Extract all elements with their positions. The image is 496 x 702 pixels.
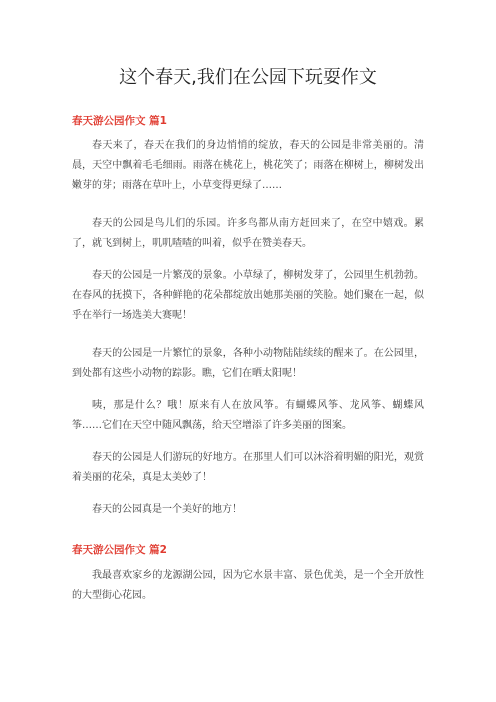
paragraph: 春天来了，春天在我们的身边悄悄的绽放，春天的公园是非常美丽的。清晨，天空中飘着毛毛细雨。雨落在桃花上，桃花笑了；雨落在柳树上，柳树发出嫩芽的芽；雨落在草叶上，小草变得更绿了…… xyxy=(72,140,424,191)
page-title: 这个春天,我们在公园下玩耍作文 xyxy=(119,67,377,88)
paragraph: 春天的公园真是一个美好的地方！ xyxy=(92,504,242,515)
paragraph: 春天的公园是鸟儿们的乐园。许多鸟都从南方赶回来了，在空中嬉戏。累了，就飞到树上，叽叽喳喳的叫着，似乎在赞美春天。 xyxy=(72,218,424,249)
paragraph: 咦，那是什么？哦！原来有人在放风筝。有蝴蝶风筝、龙风筝、蝴蝶风筝……它们在天空中随风飘荡，给天空增添了许多美丽的图案。 xyxy=(72,400,424,431)
section-heading-2: 春天游公园作文 篇2 xyxy=(72,544,167,556)
paragraph: 春天的公园是人们游玩的好地方。在那里人们可以沐浴着明媚的阳光，观赏着美丽的花朵，真是太美妙了！ xyxy=(72,452,424,483)
paragraph: 我最喜欢家乡的龙源湖公园，因为它水景丰富、景色优美，是一个全开放性的大型街心花园。 xyxy=(72,570,424,601)
paragraph: 春天的公园是一片繁忙的景象，各种小动物陆陆续续的醒来了。在公园里，到处都有这些小动物的踪影。瞧，它们在晒太阳呢！ xyxy=(72,348,424,379)
section-heading-1: 春天游公园作文 篇1 xyxy=(72,115,167,127)
paragraph: 春天的公园是一片繁茂的景象。小草绿了，柳树发芽了，公园里生机勃勃。在春风的抚摸下，各种鲜艳的花朵都绽放出她那美丽的笑脸。她们聚在一起，似乎在举行一场选美大赛呢！ xyxy=(72,270,424,321)
